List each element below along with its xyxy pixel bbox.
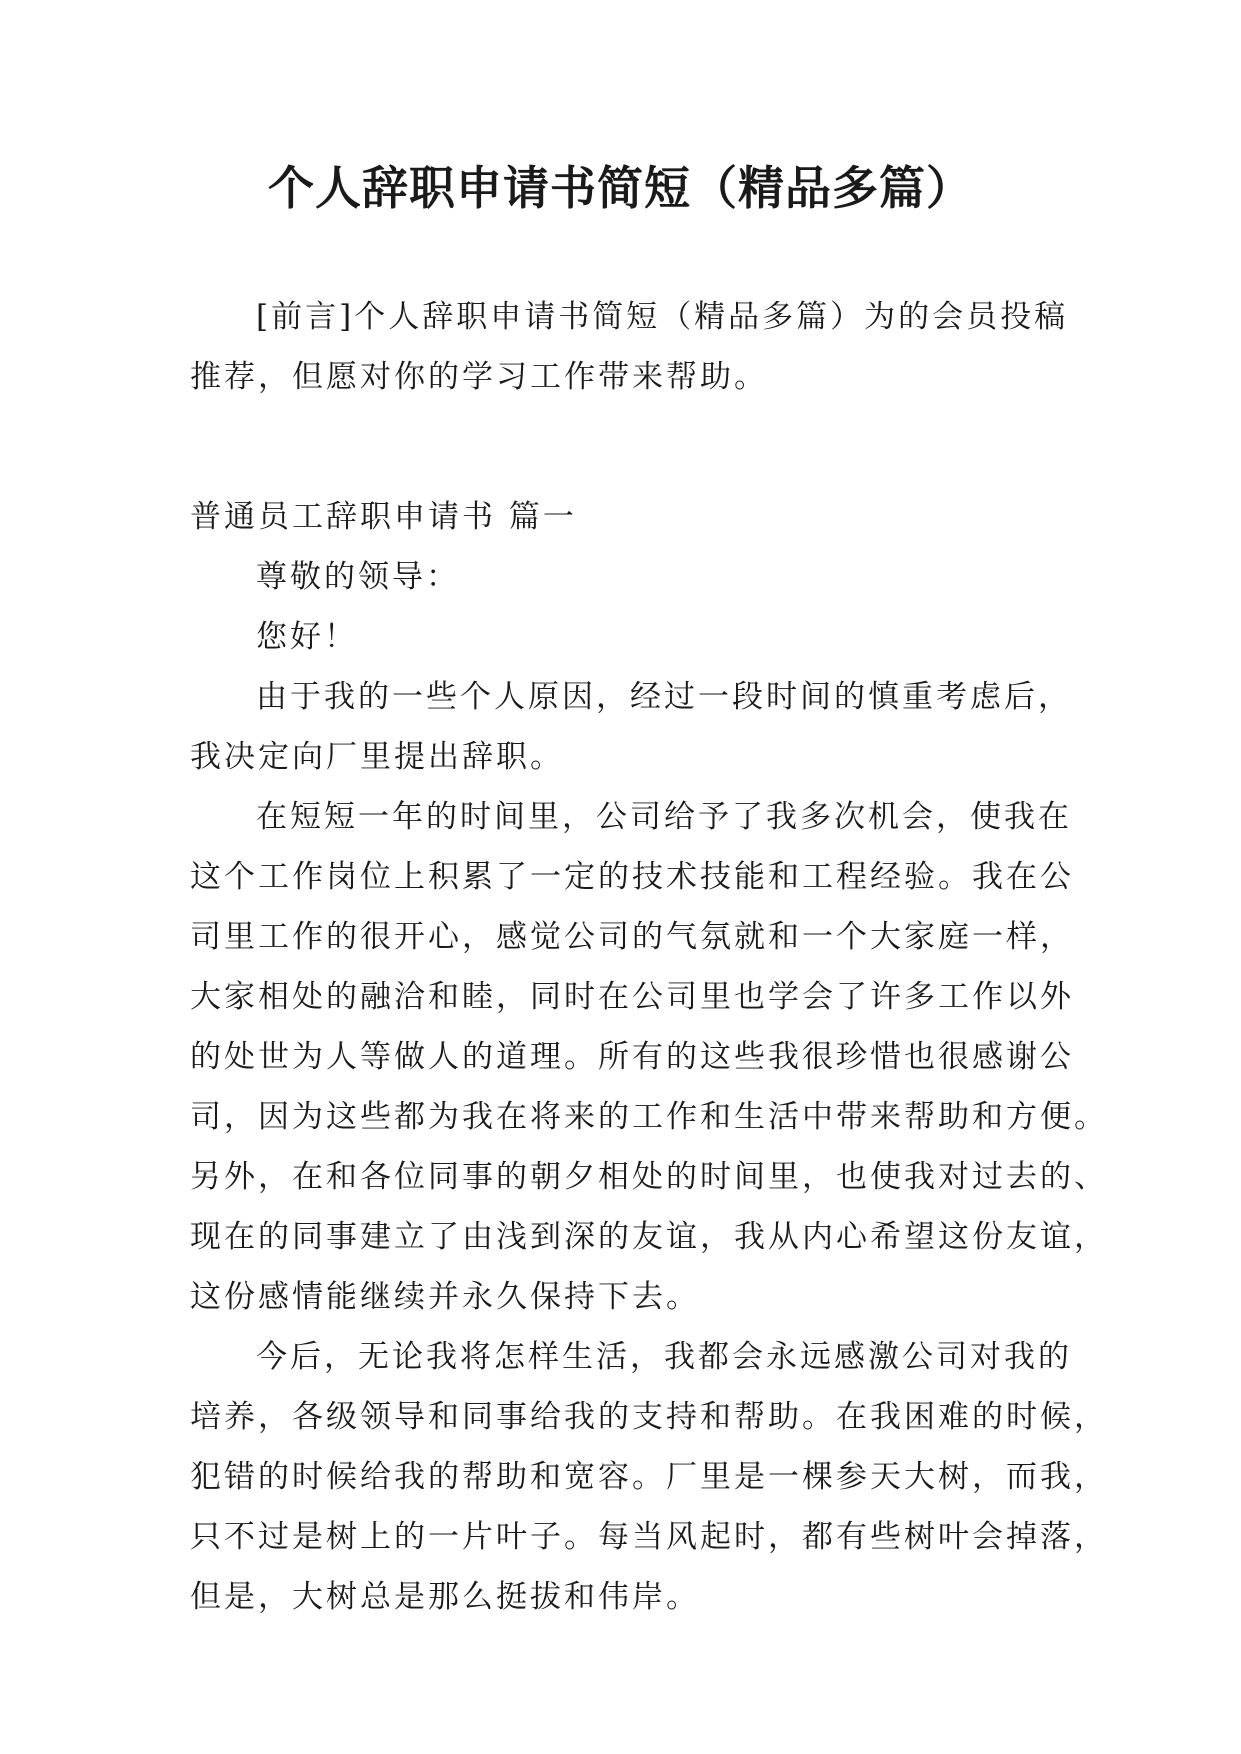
paragraph-line: 的处世为人等做人的道理。所有的这些我很珍惜也很感谢公 xyxy=(190,1039,1074,1075)
greeting: 您好！ xyxy=(256,619,358,655)
paragraph-line: 犯错的时候给我的帮助和宽容。厂里是一棵参天大树，而我， xyxy=(190,1459,1108,1495)
paragraph-3 xyxy=(190,1327,1108,1627)
paragraph-line: 今后，无论我将怎样生活，我都会永远感激公司对我的 xyxy=(256,1339,1072,1375)
paragraph-line: 另外，在和各位同事的朝夕相处的时间里，也使我对过去的、 xyxy=(190,1159,1108,1195)
paragraph-line: 大家相处的融洽和睦，同时在公司里也学会了许多工作以外 xyxy=(190,979,1074,1015)
paragraph-line: 培养，各级领导和同事给我的支持和帮助。在我困难的时候， xyxy=(190,1399,1108,1435)
paragraph-line: 这个工作岗位上积累了一定的技术技能和工程经验。我在公 xyxy=(190,859,1074,895)
paragraph-line: 只不过是树上的一片叶子。每当风起时，都有些树叶会掉落， xyxy=(190,1519,1108,1555)
paragraph-line: 但是，大树总是那么挺拔和伟岸。 xyxy=(190,1579,700,1615)
paragraph-2 xyxy=(190,787,1108,1327)
paragraph-line: 在短短一年的时间里，公司给予了我多次机会，使我在 xyxy=(256,799,1072,835)
spacer xyxy=(190,407,1060,487)
paragraph-line: 这份感情能继续并永久保持下去。 xyxy=(190,1279,700,1315)
salutation: 尊敬的领导： xyxy=(256,559,460,595)
document-title: 个人辞职申请书简短（精品多篇） xyxy=(268,161,973,215)
paragraph-line: 司里工作的很开心，感觉公司的气氛就和一个大家庭一样， xyxy=(190,919,1074,955)
document-body xyxy=(190,287,1108,1627)
section-heading: 普通员工辞职申请书 篇一 xyxy=(190,499,577,535)
paragraph-line: 司，因为这些都为我在将来的工作和生活中带来帮助和方便。 xyxy=(190,1099,1108,1135)
paragraph-1 xyxy=(190,667,1072,787)
paragraph-line: 我决定向厂里提出辞职。 xyxy=(190,739,564,775)
preface-line-1: [前言]个人辞职申请书简短（精品多篇）为的会员投稿 xyxy=(256,299,1069,335)
preface-line-2: 推荐，但愿对你的学习工作带来帮助。 xyxy=(190,359,768,395)
paragraph-line: 由于我的一些个人原因，经过一段时间的慎重考虑后， xyxy=(256,679,1072,715)
paragraph-line: 现在的同事建立了由浅到深的友谊，我从内心希望这份友谊， xyxy=(190,1219,1108,1255)
